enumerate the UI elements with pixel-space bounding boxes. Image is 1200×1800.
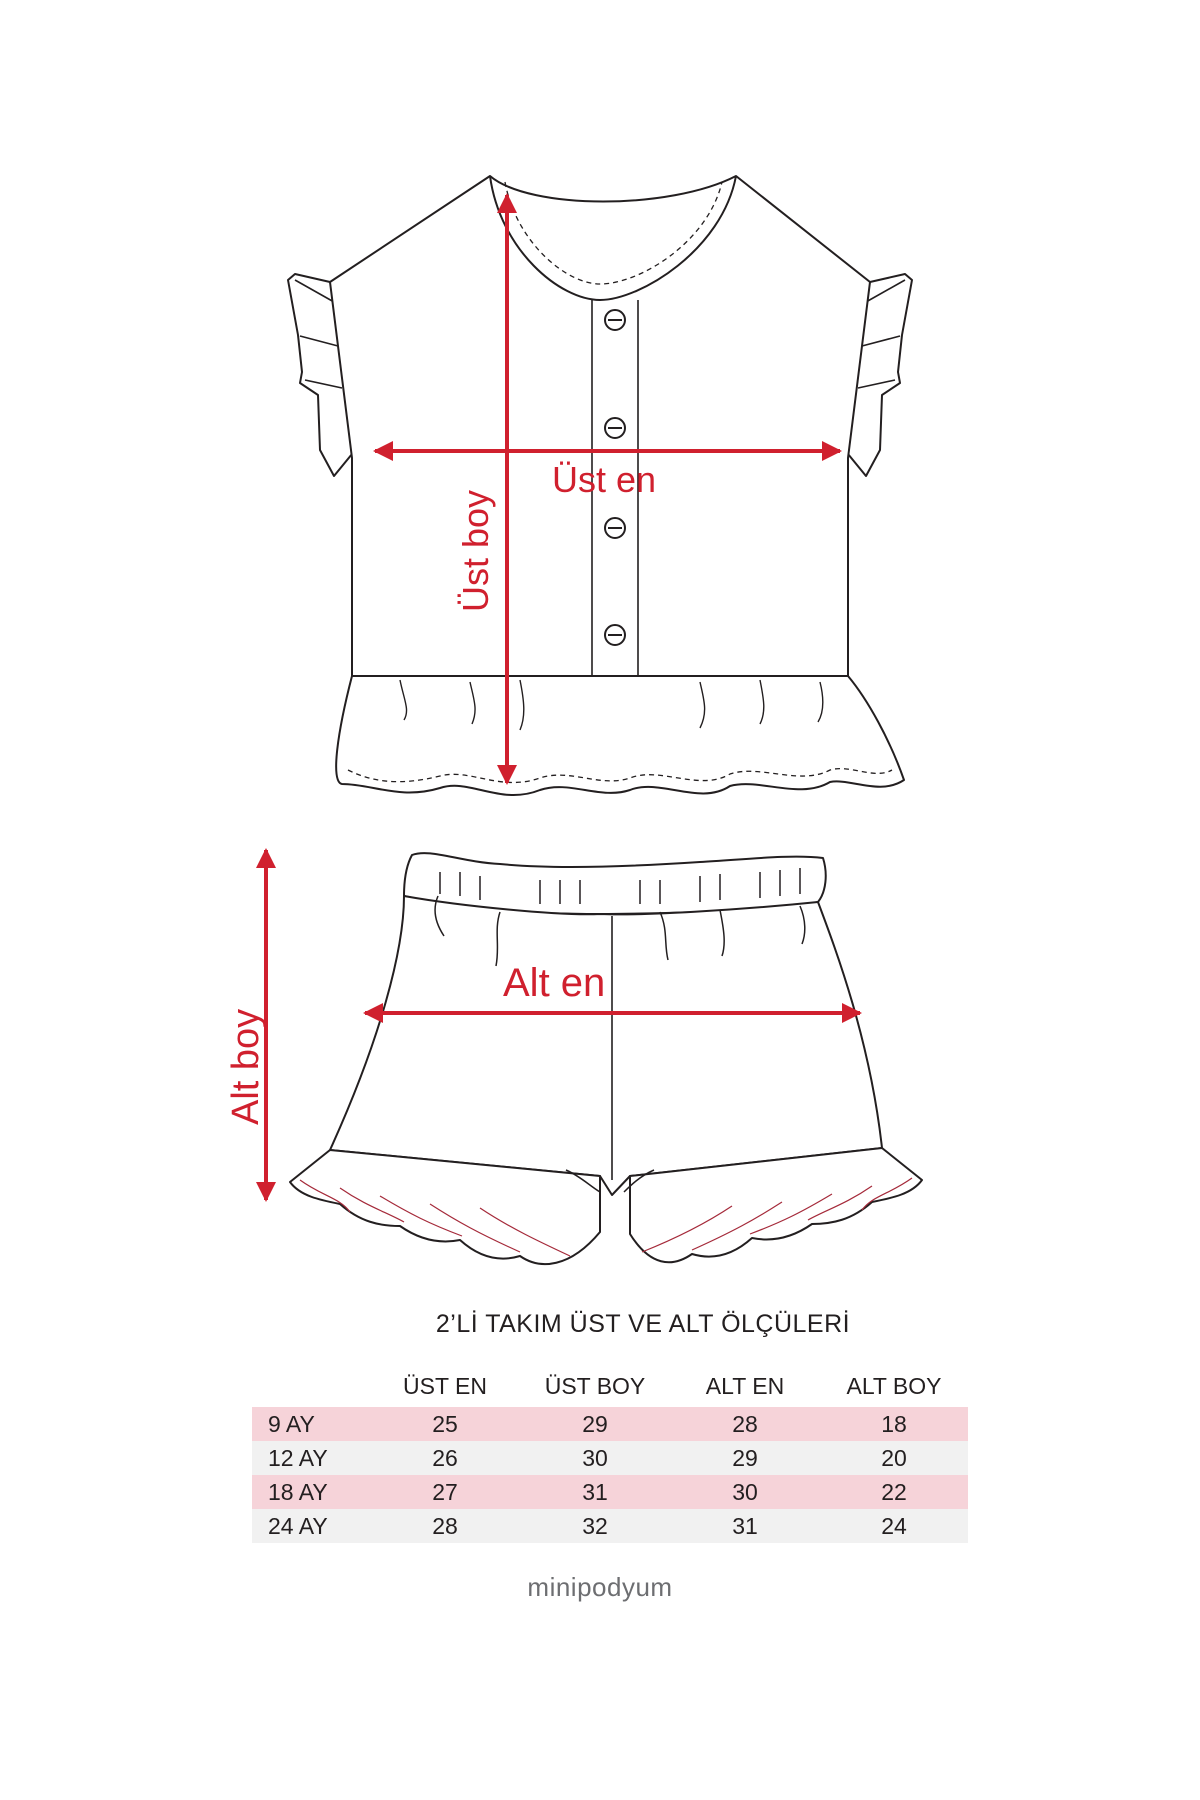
table-cell: 29 [732, 1445, 758, 1471]
header-ust-en: ÜST EN [403, 1373, 487, 1399]
size-label: 9 AY [268, 1411, 315, 1437]
size-label: 18 AY [268, 1479, 328, 1505]
table-cell: 20 [881, 1445, 907, 1471]
table-cell: 28 [432, 1513, 458, 1539]
table-cell: 27 [432, 1479, 458, 1505]
table-cell: 30 [732, 1479, 758, 1505]
alt-en-label: Alt en [503, 961, 606, 1005]
table-cell: 30 [582, 1445, 608, 1471]
size-table [252, 1373, 968, 1543]
table-cell: 29 [582, 1411, 608, 1437]
table-header-row [252, 1373, 968, 1407]
header-ust-boy: ÜST BOY [544, 1373, 646, 1399]
table-row [252, 1441, 968, 1475]
table-cell: 24 [881, 1513, 907, 1539]
table-cell: 31 [582, 1479, 608, 1505]
table-cell: 31 [732, 1513, 758, 1539]
header-alt-boy: ALT BOY [846, 1373, 942, 1399]
size-label: 24 AY [268, 1513, 328, 1539]
header-alt-en: ALT EN [705, 1373, 785, 1399]
alt-boy-label: Alt boy [225, 1008, 267, 1125]
ust-boy-label: Üst boy [455, 489, 496, 612]
table-cell: 28 [732, 1411, 758, 1437]
peplum-ruffle [336, 676, 904, 795]
size-chart [252, 1310, 968, 1543]
table-row [252, 1475, 968, 1509]
table-cell: 25 [432, 1411, 458, 1437]
table-cell: 22 [881, 1479, 907, 1505]
size-label: 12 AY [268, 1445, 328, 1471]
table-title: 2’Lİ TAKIM ÜST VE ALT ÖLÇÜLERİ [435, 1310, 851, 1338]
header-cell-empty [252, 1373, 370, 1407]
table-cell: 18 [881, 1411, 907, 1437]
ust-en-label: Üst en [552, 459, 657, 500]
table-row [252, 1407, 968, 1441]
shorts-body [330, 896, 882, 1195]
brand-logo: minipodyum [527, 1572, 673, 1602]
table-row [252, 1509, 968, 1543]
bottom-garment [290, 853, 922, 1264]
shirt-body [330, 176, 870, 676]
table-cell: 26 [432, 1445, 458, 1471]
table-cell: 32 [582, 1513, 608, 1539]
